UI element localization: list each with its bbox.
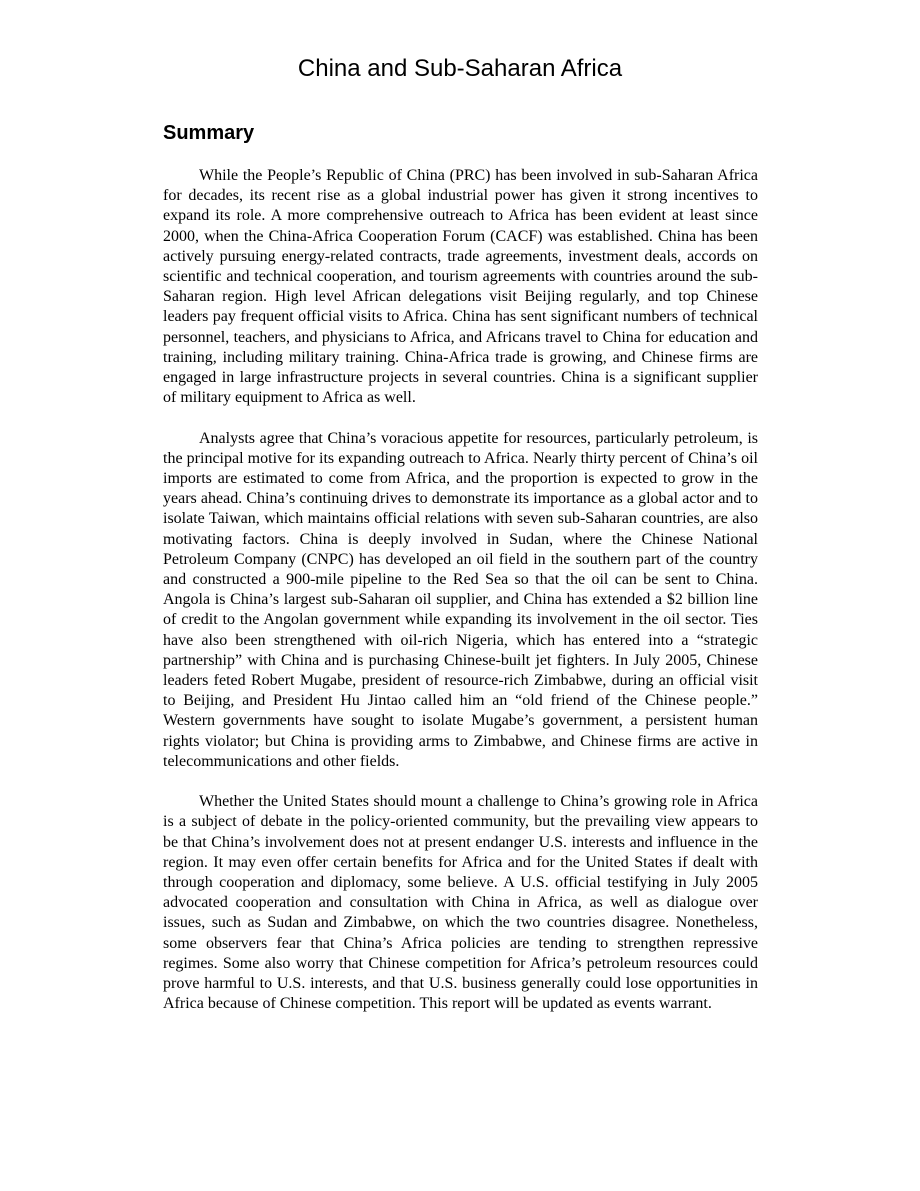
document-title: China and Sub-Saharan Africa <box>297 55 623 82</box>
summary-paragraph-2: Analysts agree that China’s voracious appetite for resources, particularly petroleum, is the principal motive for its expanding outreach to Africa. Nearly thirty percent of China’s oil imports are estimated to come from Africa, and the proportion is expected to grow in the years ahead. China’s continuing drives to demonstrate its importance as a global actor and to isolate Taiwan, which maintains official relations with seven sub-Saharan countries, are also motivating factors. China is deeply involved in Sudan, where the Chinese National Petroleum Company (CNPC) has developed an oil field in the southern part of the country and constructed a 900-mile pipeline to the Red Sea so that the oil can be sent to China. Angola is China’s largest sub-Saharan oil supplier, and China has extended a $2 billion line of credit to the Angolan government while expanding its involvement in the oil sector. Ties have also been strengthened with oil-rich Nigeria, which has entered into a “strategic partnership” with China and is purchasing Chinese-built jet fighters. In July 2005, Chinese leaders feted Robert Mugabe, president of resource-rich Zimbabwe, during an official visit to Beijing, and President Hu Jintao called him an “old friend of the Chinese people.” Western governments have sought to isolate Mugabe’s government, a persistent human rights violator; but China is providing arms to Zimbabwe, and Chinese firms are active in telecommunications and other fields. <box>163 429 758 770</box>
summary-paragraph-1: While the People’s Republic of China (PRC) has been involved in sub-Saharan Africa for decades, its recent rise as a global industrial power has given it strong incentives to expand its role. A more comprehensive outreach to Africa has been evident at least since 2000, when the China-Africa Cooperation Forum (CACF) was established. China has been actively pursuing energy-related contracts, trade agreements, investment deals, accords on scientific and technical cooperation, and tourism agreements with countries around the sub-Saharan region. High level African delegations visit Beijing regularly, and top Chinese leaders pay frequent official visits to Africa. China has sent significant numbers of technical personnel, teachers, and physicians to Africa, and Africans travel to China for education and training, including military training. China-Africa trade is growing, and Chinese firms are engaged in large infrastructure projects in several countries. China is a significant supplier of military equipment to Africa as well. <box>163 167 758 407</box>
summary-paragraph-3: Whether the United States should mount a challenge to China’s growing role in Africa is a subject of debate in the policy-oriented community, but the prevailing view appears to be that China’s involvement does not at present endanger U.S. interests and influence in the region. It may even offer certain benefits for Africa and for the United States if dealt with through cooperation and diplomacy, some believe. A U.S. official testifying in July 2005 advocated cooperation and consultation with China in Africa, as well as dialogue over issues, such as Sudan and Zimbabwe, on which the two countries disagree. Nonetheless, some observers fear that China’s Africa policies are tending to strengthen repressive regimes. Some also worry that Chinese competition for Africa’s petroleum resources could prove harmful to U.S. interests, and that U.S. business generally could lose opportunities in Africa because of Chinese competition. This report will be updated as events warrant. <box>163 793 758 1013</box>
summary-body <box>163 166 758 1035</box>
section-heading-summary: Summary <box>163 122 255 144</box>
